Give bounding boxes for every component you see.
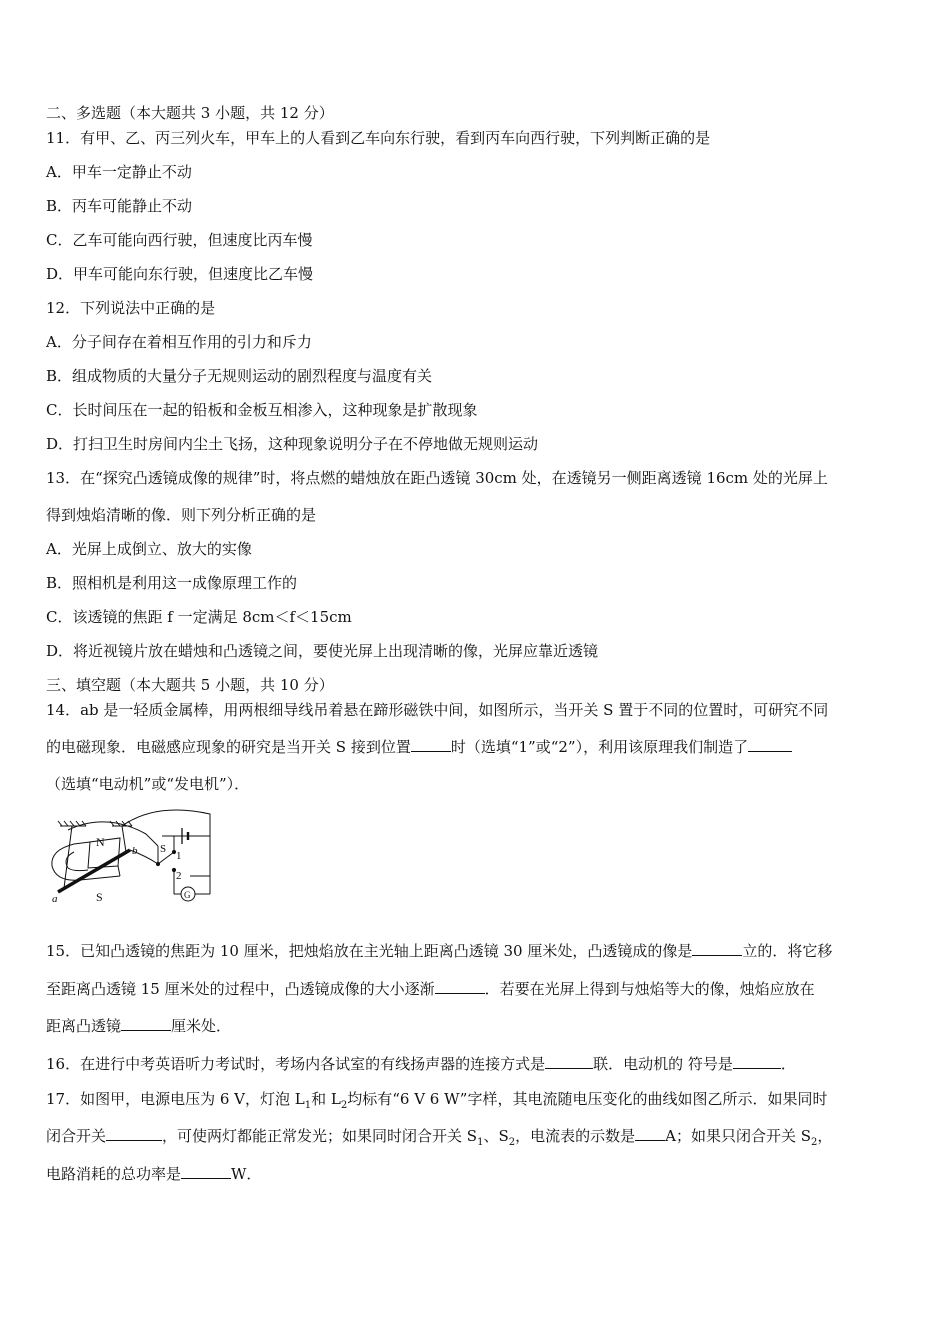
q17-blank-2	[635, 1126, 665, 1141]
q14-blank-position	[411, 737, 451, 752]
q16-blank-1	[545, 1054, 593, 1069]
q14-line3: （选填“电动机”或“发电机”）．	[46, 775, 250, 793]
q15-blank-2	[435, 979, 485, 994]
q17-text-1a: 17．如图甲，电源电压为 6 V，灯泡 L	[46, 1090, 305, 1108]
fig-label-n: N	[96, 835, 105, 849]
q15-text-d: ．若要在光屏上得到与烛焰等大的像，烛焰应放在	[484, 980, 815, 998]
q17-line1	[46, 1089, 827, 1116]
q13-option-b: B．照相机是利用这一成像原理工作的	[46, 574, 298, 592]
q15-text-e: 距离凸透镜	[46, 1017, 122, 1035]
q17-sub-s2: 2	[508, 1137, 516, 1148]
q13-stem-line1: 13．在“探究凸透镜成像的规律”时，将点燃的蜡烛放在距凸透镜 30cm 处，在透镜另一侧距离透镜 16cm 处的光屏上	[46, 469, 828, 487]
q15-text-a: 15．已知凸透镜的焦距为 10 厘米，把烛焰放在主光轴上距离凸透镜 30 厘米处，凸透镜成的像是	[46, 942, 693, 960]
q17-text-3a: 电路消耗的总功率是	[46, 1165, 182, 1183]
fig-label-b: b	[132, 845, 138, 857]
q16-text-b: 联．电动机的 符号是	[593, 1055, 733, 1073]
q17-sub-l1: 1	[304, 1100, 312, 1111]
q16-text-c: ．	[780, 1055, 796, 1073]
q15-blank-1	[692, 941, 742, 956]
q17-text-1c: 均标有“6 V 6 W”字样，其电流随电压变化的曲线如图乙所示．如果同时	[347, 1090, 828, 1108]
q17-text-2a: 闭合开关	[46, 1127, 107, 1145]
q16-text-a: 16．在进行中考英语听力考试时，考场内各试室的有线扬声器的连接方式是	[46, 1055, 546, 1073]
q17-text-2b: ，可使两灯都能正常发光；如果同时闭合开关 S	[162, 1127, 478, 1145]
fig-label-2: 2	[176, 870, 182, 882]
q17-blank-3	[181, 1164, 231, 1179]
q13-option-a: A．光屏上成倒立、放大的实像	[46, 540, 252, 558]
q14-figure	[46, 808, 226, 910]
q13-option-d: D．将近视镜片放在蜡烛和凸透镜之间，要使光屏上出现清晰的像，光屏应靠近透镜	[46, 642, 599, 660]
fig-label-1: 1	[176, 850, 182, 862]
q11-option-c: C．乙车可能向西行驶，但速度比丙车慢	[46, 231, 313, 249]
q17-text-2c: 、S	[483, 1127, 509, 1145]
q16-blank-2	[733, 1054, 781, 1069]
section-3-heading: 三、填空题（本大题共 5 小题，共 10 分）	[46, 676, 334, 694]
q17-blank-1	[106, 1126, 162, 1141]
q11-option-a: A．甲车一定静止不动	[46, 163, 192, 181]
q12-option-b: B．组成物质的大量分子无规则运动的剧烈程度与温度有关	[46, 367, 433, 385]
q17-text-2e: A；如果只闭合开关 S	[665, 1127, 811, 1145]
q15-text-f: 厘米处．	[171, 1017, 232, 1035]
q12-option-c: C．长时间压在一起的铅板和金板互相渗入，这种现象是扩散现象	[46, 401, 478, 419]
q15-text-b: 立的．将它移	[742, 942, 833, 960]
q12-stem: 12．下列说法中正确的是	[46, 299, 216, 317]
fig-label-s-magnet: S	[96, 890, 103, 904]
section-2-heading: 二、多选题（本大题共 3 小题，共 12 分）	[46, 104, 334, 122]
q11-option-b: B．丙车可能静止不动	[46, 197, 193, 215]
q13-stem-line2: 得到烛焰清晰的像．则下列分析正确的是	[46, 506, 317, 524]
q16-line	[46, 1054, 796, 1074]
fig-label-a: a	[52, 893, 58, 905]
q13-option-c: C．该透镜的焦距 f 一定满足 8cm＜f＜15cm	[46, 608, 352, 626]
q11-stem: 11．有甲、乙、丙三列火车，甲车上的人看到乙车向东行驶，看到丙车向西行驶，下列判断正确的是	[46, 129, 711, 147]
q15-line3	[46, 1016, 231, 1036]
q14-text-a: 的电磁现象．电磁感应现象的研究是当开关 S 接到位置	[46, 738, 411, 756]
q15-line2	[46, 979, 815, 999]
q17-line2	[46, 1126, 832, 1153]
q17-text-2f: ，	[817, 1127, 833, 1145]
q15-blank-3	[121, 1016, 171, 1031]
q15-line1	[46, 941, 832, 961]
q17-line3	[46, 1164, 261, 1184]
q17-text-2d: ，电流表的示数是	[515, 1127, 636, 1145]
q17-text-3b: W．	[231, 1165, 262, 1183]
q11-option-d: D．甲车可能向东行驶，但速度比乙车慢	[46, 265, 314, 283]
q17-sub-s2b: 2	[811, 1137, 818, 1148]
q14-line2	[46, 737, 792, 757]
q14-blank-device	[748, 737, 792, 752]
q14-text-b: 时（选填“1”或“2”），利用该原理我们制造了	[450, 738, 749, 756]
fig-label-s-switch: S	[160, 843, 167, 855]
q12-option-d: D．打扫卫生时房间内尘土飞扬，这种现象说明分子在不停地做无规则运动	[46, 435, 539, 453]
q17-sub-l2: 2	[340, 1100, 348, 1111]
q17-text-1b: 和 L	[311, 1090, 341, 1108]
fig-label-g: G	[184, 890, 191, 900]
q15-text-c: 至距离凸透镜 15 厘米处的过程中，凸透镜成像的大小逐渐	[46, 980, 435, 998]
q17-sub-s1: 1	[477, 1137, 484, 1148]
q12-option-a: A．分子间存在着相互作用的引力和斥力	[46, 333, 312, 351]
q14-line1: 14．ab 是一轻质金属棒，用两根细导线吊着悬在蹄形磁铁中间，如图所示，当开关 S 置于不同的位置时，可研究不同	[46, 701, 829, 719]
